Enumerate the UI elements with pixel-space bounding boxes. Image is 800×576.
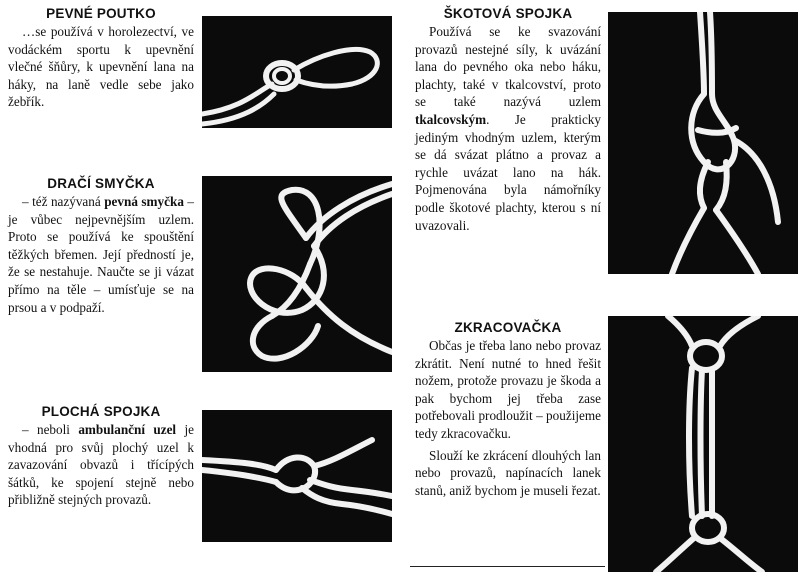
text-plocha-spojka: [8, 421, 194, 509]
text-part: je vhodná pro svůj plochý uzel k zavazování obvazů i třícípých šátků, ke spojení stejně nebo přibližně stejných provazů.: [8, 422, 194, 508]
section-skotova-spojka: [415, 6, 601, 234]
bold-term: ambulanční uzel: [78, 422, 177, 437]
photo-zkracovacka: [608, 316, 798, 572]
photo-skotova-spojka: [608, 12, 798, 274]
text-part: . Je prakticky jediným vhodným uzlem, kterým se dá svázat plátno a provaz a rychle uvázat lano na hák. Pojmenována byla námořníky podle škotové plachty, kterou s ní uvazovali.: [415, 111, 601, 233]
section-draci-smycka: [8, 176, 194, 316]
rope-knot-icon: [202, 176, 392, 372]
text-part: – též nazývaná: [22, 194, 105, 209]
photo-plocha-spojka: [202, 410, 392, 542]
section-pevne-poutko: [8, 6, 194, 111]
rope-knot-icon: [202, 410, 392, 542]
text-skotova-spojka: [415, 23, 601, 234]
section-plocha-spojka: [8, 404, 194, 509]
bold-term: tkalcovským: [415, 111, 487, 127]
paragraph: …se používá v horolezectví, ve vodáckém sportu k upevnění vlečné šňůry, k upevnění lana na háky, na laně vedle sebe jako žebřík.: [8, 24, 194, 110]
section-zkracovacka: [415, 320, 601, 499]
bold-term: pevná smyčka: [104, 194, 184, 209]
heading-draci-smycka: DRAČÍ SMYČKA: [47, 176, 155, 191]
photo-draci-smycka: [202, 176, 392, 372]
text-pevne-poutko: [8, 23, 194, 111]
text-zkracovacka: [415, 337, 601, 499]
text-part: Používá se ke svazování provazů nestejné síly, k uvázání lana do pevného oka nebo háku, plachty, také v tkalcovství, proto se také nazývá uzlem: [415, 24, 601, 110]
paragraph: Slouží ke zkrácení dlouhých lan nebo provazů, napínacích lanek stanů, aniž bychom je museli řezat.: [415, 447, 601, 498]
rope-knot-icon: [608, 316, 798, 572]
heading-zkracovacka: ZKRACOVAČKA: [454, 320, 562, 335]
rope-knot-icon: [202, 16, 392, 128]
photo-pevne-poutko: [202, 16, 392, 128]
heading-plocha-spojka: PLOCHÁ SPOJKA: [41, 404, 161, 419]
heading-pevne-poutko: PEVNÉ POUTKO: [46, 6, 156, 21]
divider: [410, 566, 605, 567]
text-draci-smycka: [8, 193, 194, 316]
paragraph: Občas je třeba lano nebo provaz zkrátit. Není nutné to hned řešit nožem, protože provazu je škoda a pak bychom jej třeba zase potřebovali prodloužit – použijeme tedy zkracovačku.: [415, 338, 601, 441]
text-part: – neboli: [22, 422, 79, 437]
rope-knot-icon: [608, 12, 798, 274]
heading-skotova-spojka: ŠKOTOVÁ SPOJKA: [443, 6, 573, 21]
text-part: – je vůbec nejpevnějším uzlem. Proto se používá ke spouštění těžkých břemen. Její předností je, že se nestahuje. Naučte se ji vázat přímo na těle – umísťuje se na prsou a v podpaží.: [8, 194, 195, 315]
